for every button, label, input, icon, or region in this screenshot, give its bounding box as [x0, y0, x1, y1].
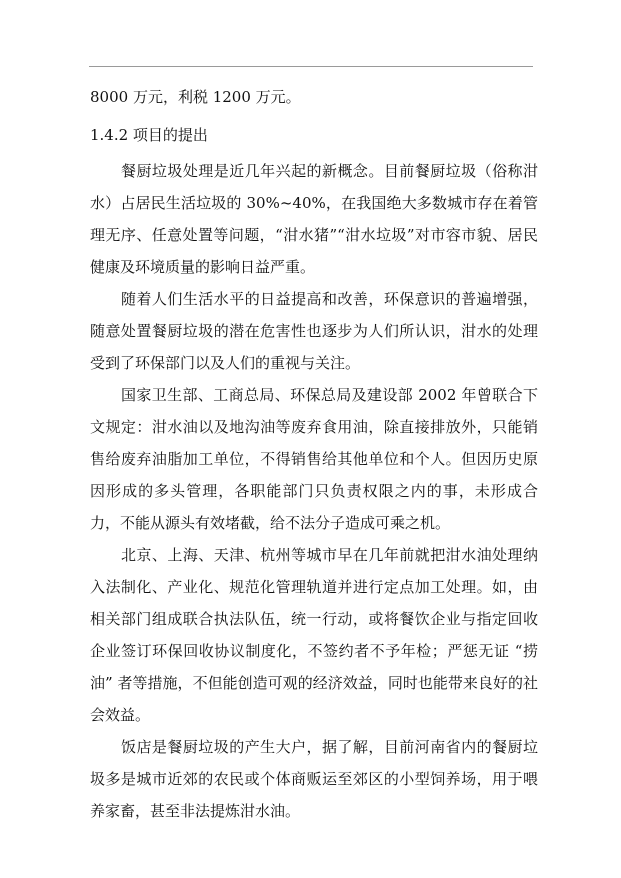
paragraph-city-management: 北京、上海、天津、杭州等城市早在几年前就把泔水油处理纳入法制化、产业化、规范化管理轨道并进行定点加工处理。如，由相关部门组成联合执法队伍，统一行动，或将餐饮企业与指定回收企业签订环保回收协议制度化，不签约者不予年检；严惩无证 “捞油” 者等措施，不但能创造可观的经济效益，同时也能带来良好的社会效益。: [90, 546, 538, 724]
paragraph-restaurant-waste: 饭店是餐厨垃圾的产生大户，据了解，目前河南省内的餐厨垃圾多是城市近郊的农民或个体商贩运至郊区的小型饲养场，用于喂养家畜，甚至非法提炼泔水油。: [90, 738, 538, 820]
header-rule: [89, 66, 533, 67]
paragraph-environmental-awareness: 随着人们生活水平的日益提高和改善，环保意识的普遍增强，随意处置餐厨垃圾的潜在危害性也逐步为人们所认识，泔水的处理受到了环保部门以及人们的重视与关注。: [90, 290, 538, 372]
continuation-text: 8000 万元，利税 1200 万元。: [90, 88, 301, 106]
paragraph-national-regulation: 国家卫生部、工商总局、环保总局及建设部 2002 年曾联合下文规定：泔水油以及地沟油等废弃食用油，除直接排放外，只能销售给废弃油脂加工单位，不得销售给其他单位和个人。但因历史原因形成的多头管理，各职能部门只负责权限之内的事，未形成合力，不能从源头有效堵截，给不法分子造成可乘之机。: [90, 386, 538, 532]
document-body: [90, 81, 538, 827]
section-heading: 1.4.2 项目的提出: [90, 126, 208, 144]
paragraph-kitchen-waste-concept: 餐厨垃圾处理是近几年兴起的新概念。目前餐厨垃圾（俗称泔水）占居民生活垃圾的 30%~40%，在我国绝大多数城市存在着管理无序、任意处置等问题，“泔水猪”“泔水垃圾”对市容市貌、居民健康及环境质量的影响日益严重。: [90, 162, 538, 276]
